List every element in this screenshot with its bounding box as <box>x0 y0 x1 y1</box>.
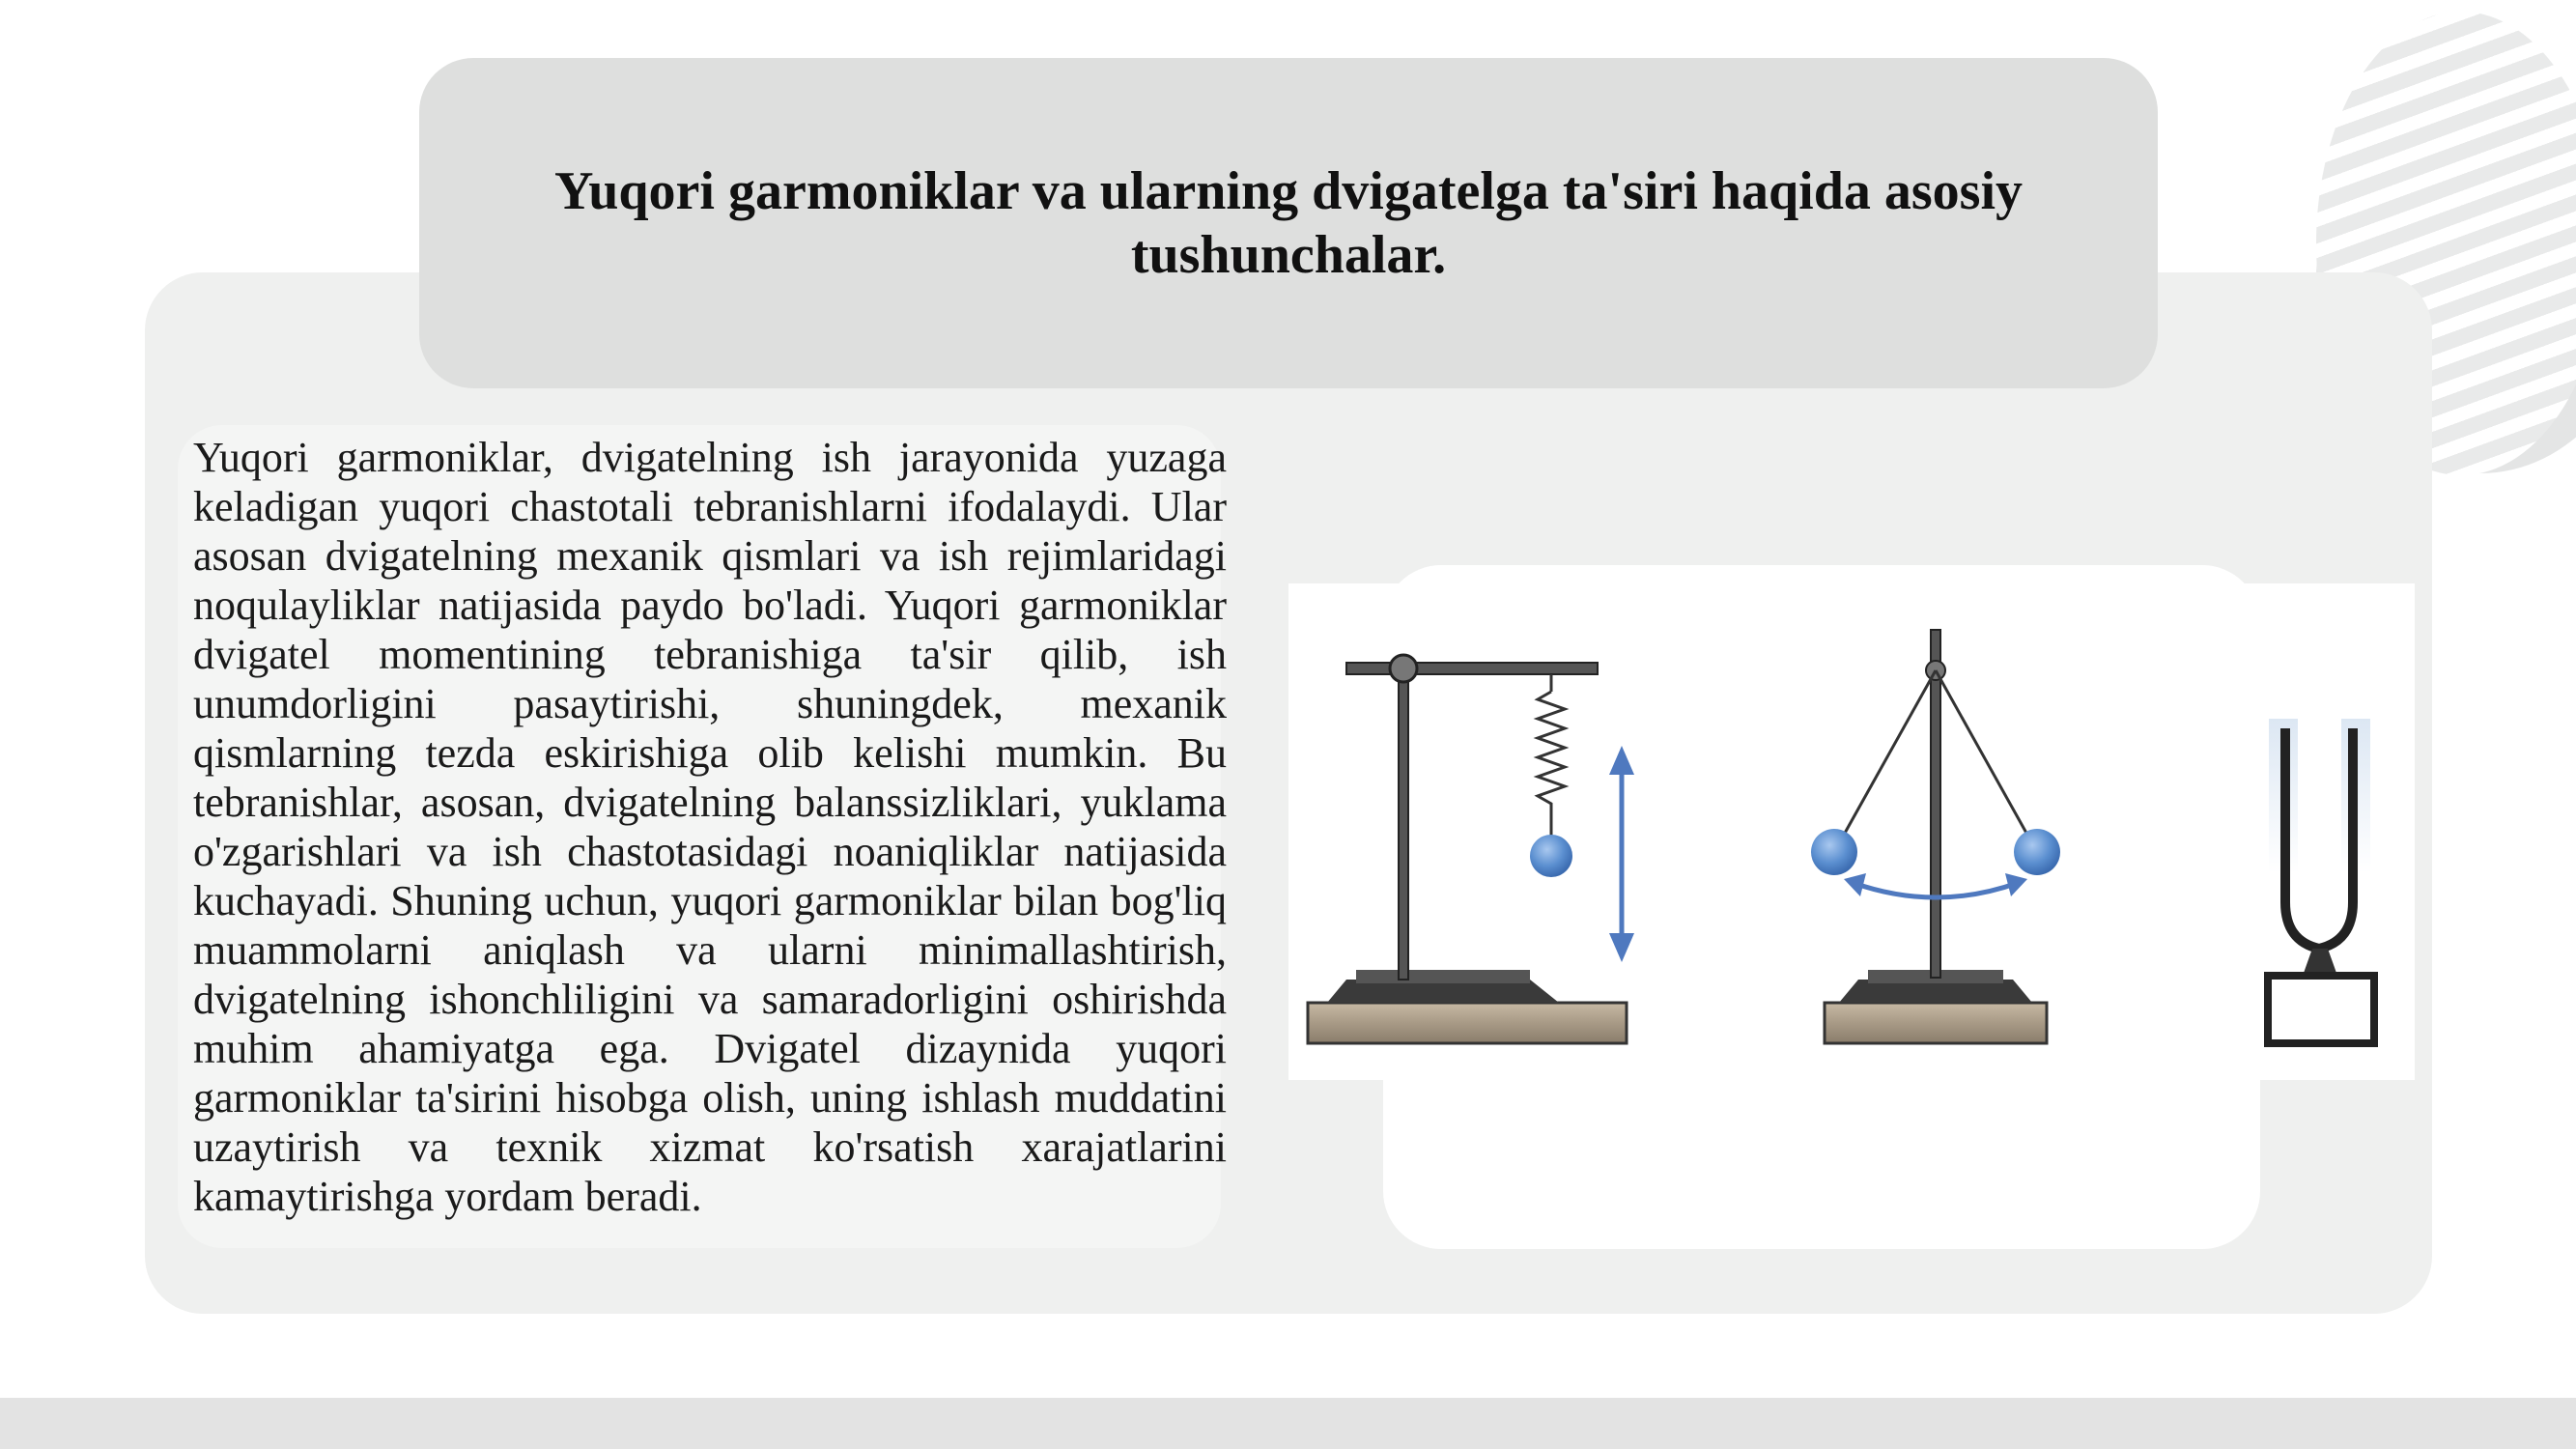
title-box <box>419 58 2158 388</box>
pendulum-icon <box>1811 630 2060 1043</box>
oscillation-illustration <box>1288 583 2415 1080</box>
body-text: Yuqori garmoniklar, dvigatelning ish jarayonida yuzaga keladigan yuqori chastotali tebranishlarni ifodalaydi. Ular asosan dvigatelning mexanik qismlari va ish rejimlaridagi noqulayliklar natijasida paydo bo'ladi. Yuqori garmoniklar dvigatel momentining tebranishiga ta'sir qilib, ish unumdorligini pasaytirishi, shuningdek, mexanik qismlarning tezda eskirishiga olib kelishi mumkin. Bu tebranishlar, asosan, dvigatelning balanssizliklari, yuklama o'zgarishlari va ish chastotasidagi noaniqliklar natijasida kuchayadi. Shuning uchun, yuqori garmoniklar bilan bog'liq muammolarni aniqlash va ularni minimallashtirish, dvigatelning ishonchliligini va samaradorligini oshirishda muhim ahamiyatga ega. Dvigatel dizaynida yuqori garmoniklar ta'sirini hisobga olish, uning ishlash muddatini uzaytirish va texnik xizmat ko'rsatish xarajatlarini kamaytirishga yordam beradi. <box>193 434 1227 1220</box>
footer-bar <box>0 1398 2576 1449</box>
slide-title: Yuqori garmoniklar va ularning dvigatelga ta'siri haqida asosiy tushunchalar. <box>553 161 2024 285</box>
tuning-fork-icon <box>2268 719 2374 1043</box>
spring-oscillator-icon <box>1308 655 1634 1043</box>
